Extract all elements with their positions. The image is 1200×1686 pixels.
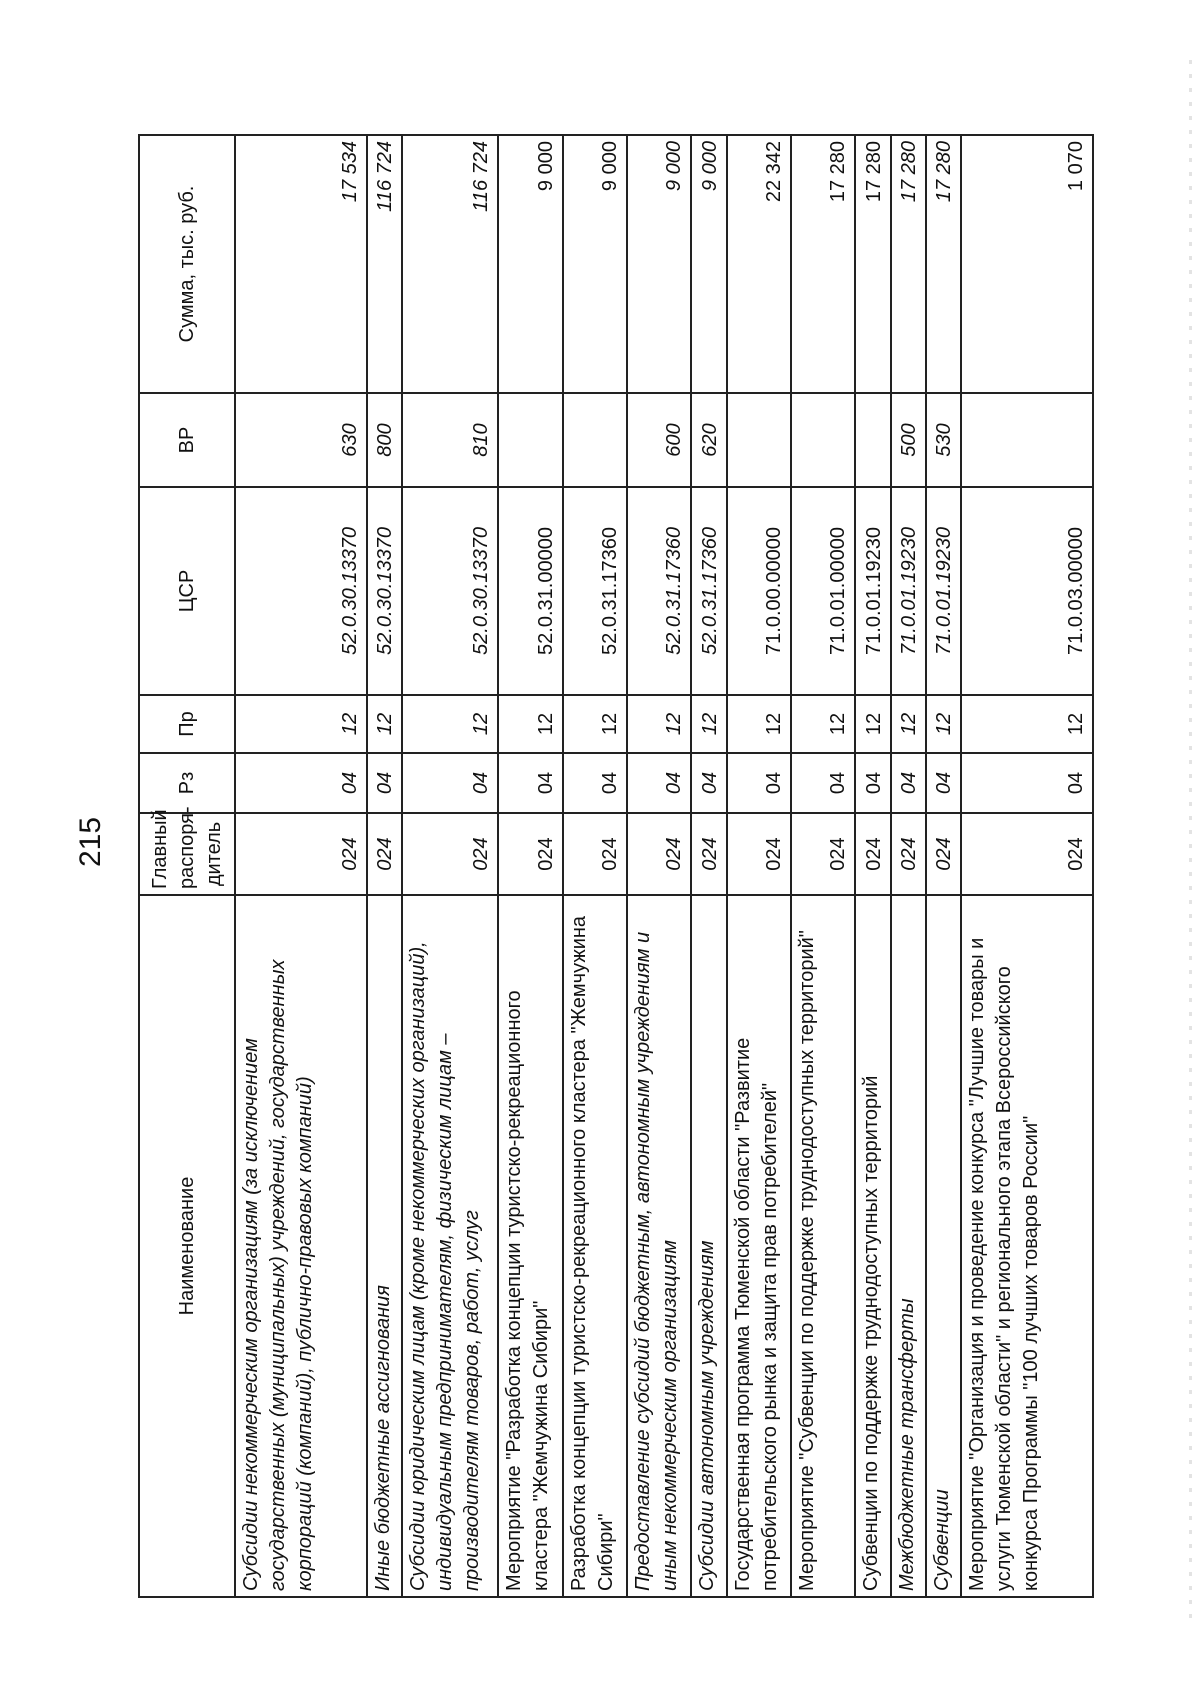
- table-header-row: [139, 135, 235, 1597]
- row-chief-manager: 024: [402, 813, 498, 895]
- row-expense-type: 620: [691, 393, 726, 487]
- row-subsection: 12: [563, 695, 627, 753]
- table-row: [402, 135, 498, 1597]
- row-chief-manager: 024: [791, 813, 855, 895]
- row-target-item: 52.0.30.13370: [367, 487, 402, 695]
- row-expense-type: [791, 393, 855, 487]
- row-target-item: 71.0.01.00000: [791, 487, 855, 695]
- row-name: Межбюджетные трансферты: [891, 895, 926, 1597]
- row-chief-manager: 024: [727, 813, 791, 895]
- row-section: 04: [891, 753, 926, 813]
- row-section: 04: [498, 753, 562, 813]
- rotated-table-wrapper: [138, 136, 1094, 1598]
- row-expense-type: [563, 393, 627, 487]
- row-sum: 17 280: [891, 135, 926, 393]
- row-target-item: 52.0.30.13370: [235, 487, 367, 695]
- scan-edge-artifact: [1189, 60, 1192, 1620]
- row-section: 04: [627, 753, 691, 813]
- row-sum: 9 000: [627, 135, 691, 393]
- row-sum: 116 724: [367, 135, 402, 393]
- row-section: 04: [791, 753, 855, 813]
- row-target-item: 71.0.03.00000: [961, 487, 1093, 695]
- row-subsection: 12: [891, 695, 926, 753]
- row-section: 04: [367, 753, 402, 813]
- row-name: Мероприятие "Организация и проведение конкурса "Лучшие товары и услуги Тюменской области" и регионального этапа Всероссийского конкурса Программы "100 лучших товаров России": [961, 895, 1093, 1597]
- row-expense-type: [498, 393, 562, 487]
- row-chief-manager: 024: [627, 813, 691, 895]
- row-subsection: 12: [961, 695, 1093, 753]
- row-section: 04: [961, 753, 1093, 813]
- row-subsection: 12: [498, 695, 562, 753]
- row-sum: 9 000: [563, 135, 627, 393]
- row-chief-manager: 024: [367, 813, 402, 895]
- table-row: [627, 135, 691, 1597]
- row-sum: 9 000: [691, 135, 726, 393]
- row-chief-manager: 024: [235, 813, 367, 895]
- row-expense-type: [727, 393, 791, 487]
- table-row: [691, 135, 726, 1597]
- row-subsection: 12: [627, 695, 691, 753]
- row-section: 04: [926, 753, 961, 813]
- budget-table: [138, 134, 1094, 1598]
- row-name: Субсидии некоммерческим организациям (за исключением государственных (муниципальных) учреждений, государственных корпораций (компаний), публично-правовых компаний): [235, 895, 367, 1597]
- row-target-item: 71.0.00.00000: [727, 487, 791, 695]
- table-row: [367, 135, 402, 1597]
- row-sum: 17 280: [926, 135, 961, 393]
- table-row: [727, 135, 791, 1597]
- header-target-item: ЦСР: [139, 487, 235, 695]
- row-expense-type: [961, 393, 1093, 487]
- row-section: 04: [855, 753, 890, 813]
- row-target-item: 71.0.01.19230: [926, 487, 961, 695]
- table-row: [961, 135, 1093, 1597]
- row-name: Субсидии юридическим лицам (кроме некоммерческих организаций), индивидуальным предпринимателям, физическим лицам – производителям товаров, работ, услуг: [402, 895, 498, 1597]
- table-row: [563, 135, 627, 1597]
- table-row: [498, 135, 562, 1597]
- row-subsection: 12: [691, 695, 726, 753]
- row-subsection: 12: [727, 695, 791, 753]
- header-chief-manager: Главный распоря-дитель: [139, 813, 235, 895]
- row-section: 04: [563, 753, 627, 813]
- row-chief-manager: 024: [891, 813, 926, 895]
- table-row: [855, 135, 890, 1597]
- row-sum: 1 070: [961, 135, 1093, 393]
- table-row: [235, 135, 367, 1597]
- row-name: Мероприятие "Разработка концепции туристско-рекреационного кластера "Жемчужина Сибири": [498, 895, 562, 1597]
- row-expense-type: 810: [402, 393, 498, 487]
- row-name: Субвенции: [926, 895, 961, 1597]
- header-expense-type: ВР: [139, 393, 235, 487]
- row-sum: 17 280: [855, 135, 890, 393]
- row-chief-manager: 024: [926, 813, 961, 895]
- header-sum: Сумма, тыс. руб.: [139, 135, 235, 393]
- row-name: Мероприятие "Субвенции по поддержке труднодоступных территорий": [791, 895, 855, 1597]
- row-expense-type: 600: [627, 393, 691, 487]
- row-name: Государственная программа Тюменской области "Развитие потребительского рынка и защита прав потребителей": [727, 895, 791, 1597]
- row-target-item: 71.0.01.19230: [855, 487, 890, 695]
- row-section: 04: [235, 753, 367, 813]
- table-row: [891, 135, 926, 1597]
- row-name: Предоставление субсидий бюджетным, автономным учреждениям и иным некоммерческим организациям: [627, 895, 691, 1597]
- row-expense-type: 800: [367, 393, 402, 487]
- row-subsection: 12: [855, 695, 890, 753]
- header-subsection: Пр: [139, 695, 235, 753]
- row-target-item: 52.0.31.00000: [498, 487, 562, 695]
- row-section: 04: [691, 753, 726, 813]
- row-section: 04: [402, 753, 498, 813]
- row-target-item: 52.0.31.17360: [627, 487, 691, 695]
- row-chief-manager: 024: [855, 813, 890, 895]
- row-expense-type: 530: [926, 393, 961, 487]
- row-subsection: 12: [235, 695, 367, 753]
- header-name: Наименование: [139, 895, 235, 1597]
- row-expense-type: 630: [235, 393, 367, 487]
- row-name: Иные бюджетные ассигнования: [367, 895, 402, 1597]
- row-sum: 17 280: [791, 135, 855, 393]
- table-row: [926, 135, 961, 1597]
- row-expense-type: 500: [891, 393, 926, 487]
- row-name: Субвенции по поддержке труднодоступных территорий: [855, 895, 890, 1597]
- row-target-item: 52.0.31.17360: [691, 487, 726, 695]
- row-subsection: 12: [926, 695, 961, 753]
- row-chief-manager: 024: [691, 813, 726, 895]
- row-name: Разработка концепции туристско-рекреационного кластера "Жемчужина Сибири": [563, 895, 627, 1597]
- row-target-item: 52.0.30.13370: [402, 487, 498, 695]
- row-target-item: 52.0.31.17360: [563, 487, 627, 695]
- row-subsection: 12: [367, 695, 402, 753]
- row-chief-manager: 024: [563, 813, 627, 895]
- row-expense-type: [855, 393, 890, 487]
- row-subsection: 12: [791, 695, 855, 753]
- row-chief-manager: 024: [961, 813, 1093, 895]
- page-number: 215: [74, 816, 107, 868]
- row-sum: 22 342: [727, 135, 791, 393]
- row-sum: 116 724: [402, 135, 498, 393]
- row-target-item: 71.0.01.19230: [891, 487, 926, 695]
- row-section: 04: [727, 753, 791, 813]
- header-section: Рз: [139, 753, 235, 813]
- budget-table-area: [138, 136, 1094, 1598]
- row-name: Субсидии автономным учреждениям: [691, 895, 726, 1597]
- row-sum: 9 000: [498, 135, 562, 393]
- row-sum: 17 534: [235, 135, 367, 393]
- row-subsection: 12: [402, 695, 498, 753]
- row-chief-manager: 024: [498, 813, 562, 895]
- table-row: [791, 135, 855, 1597]
